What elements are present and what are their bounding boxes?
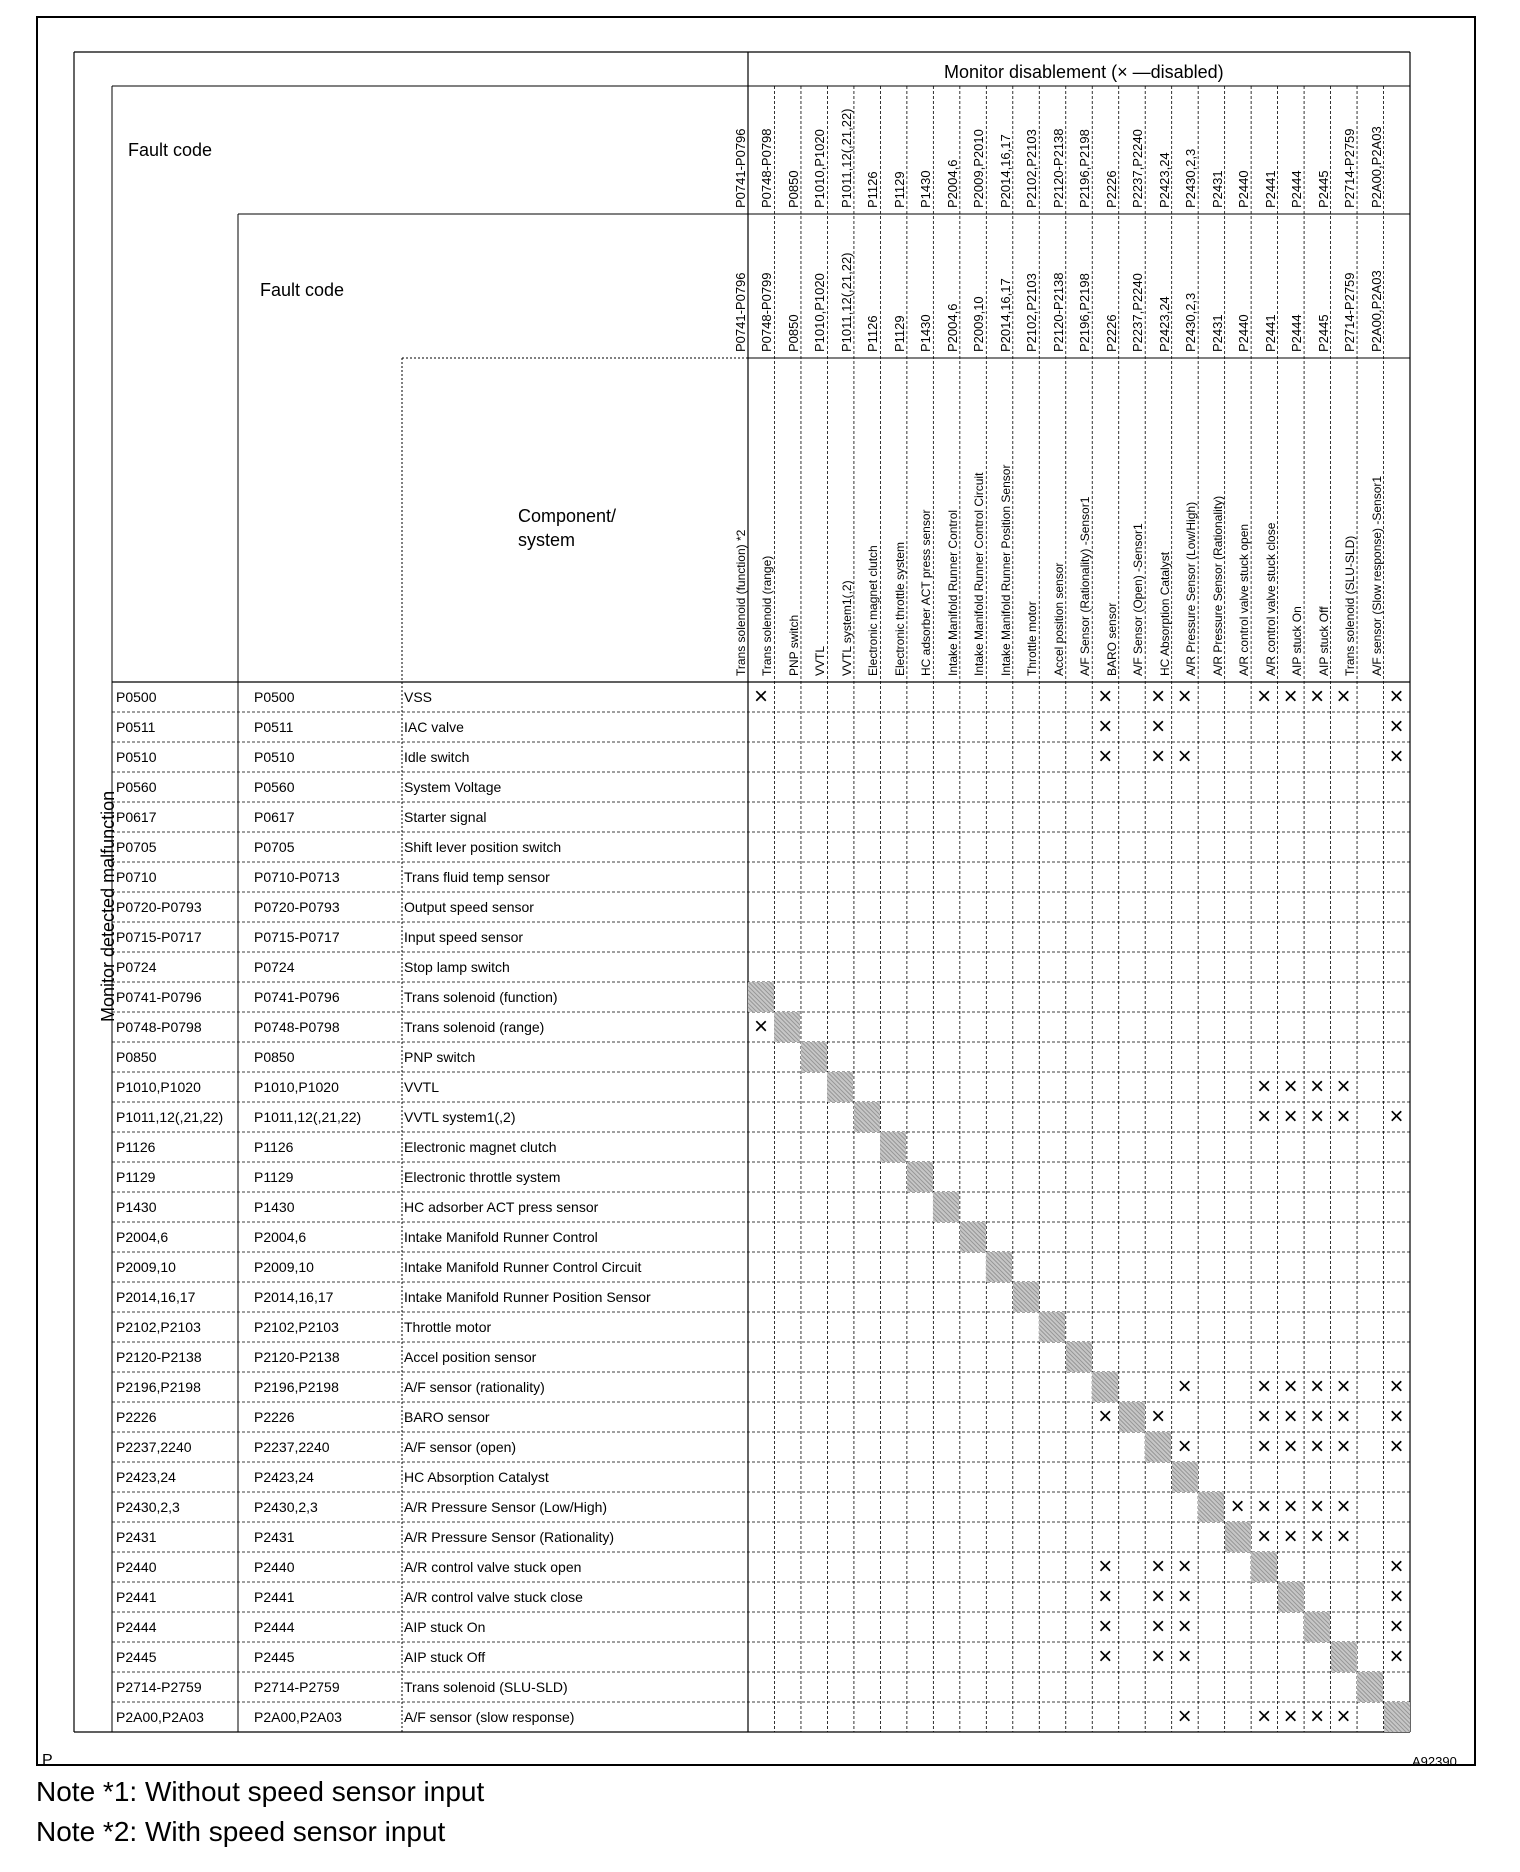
- column-code-top: P2430,2,3: [1183, 148, 1199, 208]
- column-component-label: A/F Sensor (Rationality) -Sensor1: [1078, 496, 1093, 676]
- row-component: Intake Manifold Runner Position Sensor: [404, 1289, 651, 1305]
- column-code-mid: P2440: [1236, 314, 1252, 352]
- disabled-mark: ×: [1310, 1703, 1325, 1730]
- column-code-top: P2445: [1315, 170, 1331, 208]
- self-cell-shade: [1092, 1372, 1118, 1402]
- disabled-mark: ×: [1283, 1403, 1298, 1430]
- disabled-mark: ×: [1310, 1433, 1325, 1460]
- row-fault-code: P2440: [254, 1559, 295, 1575]
- column-component-label: VVTL: [813, 645, 828, 676]
- disabled-mark: ×: [1257, 1373, 1272, 1400]
- row-fault-code: P1129: [254, 1169, 294, 1185]
- column-component-label: A/R Pressure Sensor (Low/High): [1184, 501, 1199, 676]
- disabled-mark: ×: [1336, 1523, 1351, 1550]
- row-code: P2237,2240: [116, 1439, 192, 1455]
- row-fault-code: P0748-P0798: [254, 1019, 340, 1035]
- column-code-top: P0741-P0796: [733, 128, 748, 208]
- row-component: Shift lever position switch: [404, 839, 562, 855]
- row-code: P1129: [116, 1169, 156, 1185]
- column-component-label: A/R Pressure Sensor (Rationality): [1210, 495, 1225, 676]
- self-cell-shade: [801, 1042, 827, 1072]
- column-code-top: P1129: [891, 171, 907, 208]
- self-cell-shade: [986, 1252, 1012, 1282]
- row-code: P2444: [116, 1619, 157, 1635]
- row-component: Electronic throttle system: [404, 1169, 561, 1185]
- column-code-mid: P2444: [1289, 314, 1305, 352]
- row-code: P2226: [116, 1409, 157, 1425]
- column-component-label: A/R control valve stuck open: [1237, 523, 1252, 676]
- self-cell-shade: [960, 1222, 986, 1252]
- row-code: P2423,24: [116, 1469, 176, 1485]
- disabled-mark: ×: [1177, 1553, 1192, 1580]
- column-code-top: P2009,P2010: [971, 129, 987, 208]
- row-component: IAC valve: [404, 719, 464, 735]
- disabled-mark: ×: [1257, 683, 1272, 710]
- row-fault-code: P1126: [254, 1139, 294, 1155]
- disabled-mark: ×: [1151, 713, 1166, 740]
- disabled-mark: ×: [1151, 1613, 1166, 1640]
- row-fault-code: P0741-P0796: [254, 989, 340, 1005]
- disabled-mark: ×: [1230, 1493, 1245, 1520]
- column-component-label: A/F Sensor (Open) -Sensor1: [1131, 523, 1146, 676]
- column-code-top: P2423,24: [1156, 152, 1172, 208]
- column-code-top: P2014,16,17: [997, 134, 1013, 208]
- self-cell-shade: [748, 982, 774, 1012]
- row-component: Idle switch: [404, 749, 470, 765]
- disabled-mark: ×: [1098, 743, 1113, 770]
- column-code-mid: P2423,24: [1156, 296, 1172, 352]
- disabled-mark: ×: [1257, 1433, 1272, 1460]
- column-component-label: Throttle motor: [1025, 601, 1040, 676]
- fault-code-header-mid: Fault code: [260, 280, 345, 300]
- row-code: P1126: [116, 1139, 156, 1155]
- component-header-line1: Component/: [518, 506, 617, 526]
- disabled-mark: ×: [1389, 1403, 1404, 1430]
- self-cell-shade: [933, 1192, 959, 1222]
- row-component: HC Absorption Catalyst: [404, 1469, 549, 1485]
- row-code: P2196,P2198: [116, 1379, 201, 1395]
- disabled-mark: ×: [1098, 713, 1113, 740]
- row-code: P2441: [116, 1589, 157, 1605]
- column-code-top: P1011,12(,21,22): [838, 108, 854, 208]
- column-code-top: P2226: [1103, 170, 1119, 208]
- disabled-mark: ×: [1098, 1553, 1113, 1580]
- row-fault-code: P2A00,P2A03: [254, 1709, 342, 1725]
- disabled-mark: ×: [1310, 1073, 1325, 1100]
- column-code-mid: P1010,P1020: [812, 273, 828, 352]
- row-component: Trans solenoid (SLU-SLD): [404, 1679, 568, 1695]
- column-component-label: Intake Manifold Runner Control Circuit: [972, 472, 987, 676]
- row-fault-code: P2445: [254, 1649, 295, 1665]
- row-code: P0741-P0796: [116, 989, 202, 1005]
- column-code-mid: P2004,6: [944, 303, 960, 352]
- row-code: P2014,16,17: [116, 1289, 196, 1305]
- row-code: P0850: [116, 1049, 157, 1065]
- column-component-label: HC Absorption Catalyst: [1157, 551, 1172, 676]
- disabled-mark: ×: [1098, 1583, 1113, 1610]
- disabled-mark: ×: [1310, 1373, 1325, 1400]
- row-fault-code: P0560: [254, 779, 295, 795]
- row-code: P0500: [116, 689, 157, 705]
- disabled-mark: ×: [1257, 1523, 1272, 1550]
- row-component: HC adsorber ACT press sensor: [404, 1199, 599, 1215]
- disabled-mark: ×: [1389, 1373, 1404, 1400]
- disabled-mark: ×: [1310, 1493, 1325, 1520]
- row-component: Trans fluid temp sensor: [404, 869, 550, 885]
- row-fault-code: P0511: [254, 719, 294, 735]
- disabled-mark: ×: [1283, 1073, 1298, 1100]
- row-component: AIP stuck On: [404, 1619, 486, 1635]
- disabled-mark: ×: [1177, 1613, 1192, 1640]
- row-fault-code: P2714-P2759: [254, 1679, 340, 1695]
- self-cell-shade: [827, 1072, 853, 1102]
- column-code-top: P2004,6: [944, 159, 960, 208]
- column-code-mid: P0748-P0799: [759, 272, 775, 352]
- row-fault-code: P2431: [254, 1529, 295, 1545]
- self-cell-shade: [1251, 1552, 1277, 1582]
- disabled-mark: ×: [1177, 1643, 1192, 1670]
- self-cell-shade: [1278, 1582, 1304, 1612]
- self-cell-shade: [774, 1012, 800, 1042]
- column-component-label: VVTL system1(,2): [839, 580, 854, 676]
- disabled-mark: ×: [1151, 1403, 1166, 1430]
- row-code: P2440: [116, 1559, 157, 1575]
- disabled-mark: ×: [1389, 1583, 1404, 1610]
- row-component: Electronic magnet clutch: [404, 1139, 557, 1155]
- column-code-mid: P2226: [1103, 314, 1119, 352]
- self-cell-shade: [854, 1102, 880, 1132]
- column-code-mid: P2102,P2103: [1024, 273, 1040, 352]
- row-component: Accel position sensor: [404, 1349, 537, 1365]
- disabled-mark: ×: [1098, 1643, 1113, 1670]
- self-cell-shade: [880, 1132, 906, 1162]
- disabled-mark: ×: [1257, 1493, 1272, 1520]
- row-code: P0715-P0717: [116, 929, 202, 945]
- disabled-mark: ×: [1283, 1103, 1298, 1130]
- self-cell-shade: [1304, 1612, 1330, 1642]
- disabled-mark: ×: [1151, 683, 1166, 710]
- column-code-top: P2102,P2103: [1024, 129, 1040, 208]
- row-fault-code: P2009,10: [254, 1259, 314, 1275]
- row-component: VVTL system1(,2): [404, 1109, 516, 1125]
- row-code: P0560: [116, 779, 157, 795]
- row-code: P2A00,P2A03: [116, 1709, 204, 1725]
- disabled-mark: ×: [1336, 683, 1351, 710]
- self-cell-shade: [1172, 1462, 1198, 1492]
- note-1: Note *1: Without speed sensor input: [36, 1776, 485, 1807]
- column-component-label: Trans solenoid (SLU-SLD): [1343, 535, 1358, 676]
- row-fault-code: P2441: [254, 1589, 295, 1605]
- column-component-label: A/R control valve stuck close: [1263, 522, 1278, 676]
- column-code-top: P0748-P0798: [759, 128, 775, 208]
- column-component-label: Intake Manifold Runner Control: [945, 509, 960, 676]
- column-code-mid: P1011,12(,21,22): [838, 252, 854, 352]
- row-fault-code: P1430: [254, 1199, 295, 1215]
- column-code-top: P2196,P2198: [1077, 129, 1093, 208]
- row-component: Starter signal: [404, 809, 487, 825]
- row-component: A/R control valve stuck close: [404, 1589, 583, 1605]
- row-fault-code: P2423,24: [254, 1469, 314, 1485]
- disabled-mark: ×: [1283, 1703, 1298, 1730]
- disabled-mark: ×: [1336, 1493, 1351, 1520]
- row-code: P2004,6: [116, 1229, 169, 1245]
- row-code: P1430: [116, 1199, 157, 1215]
- disabled-mark: ×: [1177, 1373, 1192, 1400]
- row-component: A/R Pressure Sensor (Low/High): [404, 1499, 608, 1515]
- row-fault-code: P2430,2,3: [254, 1499, 318, 1515]
- column-code-top: P2237,P2240: [1130, 129, 1146, 208]
- row-component: Stop lamp switch: [404, 959, 510, 975]
- disabled-mark: ×: [1177, 1583, 1192, 1610]
- disabled-mark: ×: [1389, 1553, 1404, 1580]
- row-fault-code: P0617: [254, 809, 295, 825]
- disabled-mark: ×: [1336, 1373, 1351, 1400]
- column-code-top: P2440: [1236, 170, 1252, 208]
- column-code-mid: P0850: [785, 314, 801, 352]
- note-2: Note *2: With speed sensor input: [36, 1816, 446, 1847]
- disabled-mark: ×: [1177, 1703, 1192, 1730]
- disabled-mark: ×: [1336, 1073, 1351, 1100]
- self-cell-shade: [1331, 1642, 1357, 1672]
- disabled-mark: ×: [1336, 1403, 1351, 1430]
- self-cell-shade: [1384, 1702, 1410, 1732]
- disabled-mark: ×: [1310, 683, 1325, 710]
- column-code-top: P2714-P2759: [1342, 128, 1358, 208]
- row-component: A/F sensor (rationality): [404, 1379, 545, 1395]
- column-code-mid: P1129: [891, 315, 907, 352]
- self-cell-shade: [1039, 1312, 1065, 1342]
- disabled-mark: ×: [1151, 743, 1166, 770]
- row-code: P0617: [116, 809, 157, 825]
- row-code: P2445: [116, 1649, 157, 1665]
- row-component: Trans solenoid (range): [404, 1019, 545, 1035]
- disabled-mark: ×: [1336, 1103, 1351, 1130]
- column-code-mid: P2445: [1315, 314, 1331, 352]
- column-code-mid: P2120-P2138: [1050, 272, 1066, 352]
- row-code: P1011,12(,21,22): [116, 1109, 224, 1125]
- row-component: A/R Pressure Sensor (Rationality): [404, 1529, 615, 1545]
- column-code-top: P2120-P2138: [1050, 128, 1066, 208]
- column-component-label: AIP stuck On: [1290, 606, 1305, 676]
- monitor-detected-side-label: Monitor detected malfunction: [98, 790, 118, 1022]
- row-component: Throttle motor: [404, 1319, 492, 1335]
- disabled-mark: ×: [1283, 1523, 1298, 1550]
- disabled-mark: ×: [1257, 1103, 1272, 1130]
- row-component: BARO sensor: [404, 1409, 490, 1425]
- self-cell-shade: [1145, 1432, 1171, 1462]
- row-fault-code: P0705: [254, 839, 295, 855]
- row-code: P2102,P2103: [116, 1319, 201, 1335]
- disabled-mark: ×: [1389, 1613, 1404, 1640]
- row-component: Input speed sensor: [404, 929, 524, 945]
- disabled-mark: ×: [1336, 1433, 1351, 1460]
- column-code-mid: P2014,16,17: [997, 278, 1013, 352]
- row-component: Intake Manifold Runner Control: [404, 1229, 598, 1245]
- column-code-top: P0850: [785, 170, 801, 208]
- column-code-mid: P2431: [1209, 314, 1225, 352]
- row-fault-code: P2014,16,17: [254, 1289, 334, 1305]
- column-component-label: BARO sensor: [1104, 602, 1119, 676]
- row-component: Trans solenoid (function): [404, 989, 558, 1005]
- row-code: P0748-P0798: [116, 1019, 202, 1035]
- disabled-mark: ×: [1389, 683, 1404, 710]
- column-code-top: P1126: [865, 171, 881, 208]
- disabled-mark: ×: [1151, 1643, 1166, 1670]
- self-cell-shade: [1066, 1342, 1092, 1372]
- self-cell-shade: [1198, 1492, 1224, 1522]
- disabled-mark: ×: [1389, 1433, 1404, 1460]
- disabled-mark: ×: [1257, 1073, 1272, 1100]
- fault-code-header-top: Fault code: [128, 140, 213, 160]
- column-code-mid: P1430: [918, 314, 934, 352]
- row-code: P0710: [116, 869, 157, 885]
- row-code: P1010,P1020: [116, 1079, 201, 1095]
- row-fault-code: P0710-P0713: [254, 869, 340, 885]
- disabled-mark: ×: [1389, 1103, 1404, 1130]
- column-code-mid: P1126: [865, 315, 881, 352]
- row-code: P0724: [116, 959, 157, 975]
- column-component-label: A/F sensor (Slow response) -Sensor1: [1369, 475, 1384, 676]
- row-fault-code: P2226: [254, 1409, 295, 1425]
- row-fault-code: P2004,6: [254, 1229, 307, 1245]
- row-fault-code: P1010,P1020: [254, 1079, 339, 1095]
- row-fault-code: P0500: [254, 689, 295, 705]
- disabled-mark: ×: [1177, 1433, 1192, 1460]
- self-cell-shade: [1013, 1282, 1039, 1312]
- column-code-mid: P2430,2,3: [1183, 292, 1199, 352]
- disabled-mark: ×: [753, 1013, 768, 1040]
- disabled-mark: ×: [1336, 1703, 1351, 1730]
- column-code-mid: P2A00,P2A03: [1368, 270, 1384, 352]
- row-component: Output speed sensor: [404, 899, 534, 915]
- row-fault-code: P2237,2240: [254, 1439, 330, 1455]
- row-code: P2431: [116, 1529, 157, 1545]
- disabled-mark: ×: [1283, 1493, 1298, 1520]
- disabled-mark: ×: [1177, 683, 1192, 710]
- row-component: PNP switch: [404, 1049, 476, 1065]
- self-cell-shade: [1357, 1672, 1383, 1702]
- column-component-label: Trans solenoid (range): [760, 555, 775, 676]
- row-component: A/F sensor (slow response): [404, 1709, 575, 1725]
- disabled-mark: ×: [1257, 1403, 1272, 1430]
- column-code-top: P2441: [1262, 170, 1278, 208]
- row-component: VSS: [404, 689, 433, 705]
- column-code-mid: P2237,P2240: [1130, 273, 1146, 352]
- column-code-top: P2431: [1209, 170, 1225, 208]
- column-code-top: P1010,P1020: [812, 129, 828, 208]
- row-fault-code: P1011,12(,21,22): [254, 1109, 362, 1125]
- column-code-mid: P2009,10: [971, 296, 987, 352]
- monitor-disablement-title: Monitor disablement (× —disabled): [944, 62, 1224, 82]
- column-component-label: Electronic throttle system: [892, 541, 907, 676]
- column-code-mid: P2714-P2759: [1342, 272, 1358, 352]
- column-component-label: AIP stuck Off: [1316, 606, 1331, 676]
- self-cell-shade: [1225, 1522, 1251, 1552]
- figure-id: A92390: [1412, 1754, 1457, 1769]
- row-component: AIP stuck Off: [404, 1649, 486, 1665]
- row-component: System Voltage: [404, 779, 502, 795]
- row-code: P2714-P2759: [116, 1679, 202, 1695]
- self-cell-shade: [907, 1162, 933, 1192]
- row-code: P2430,2,3: [116, 1499, 180, 1515]
- column-code-top: P2A00,P2A03: [1368, 126, 1384, 208]
- column-code-top: P1430: [918, 170, 934, 208]
- column-component-label: Trans solenoid (function) *2: [734, 529, 748, 676]
- row-component: A/R control valve stuck open: [404, 1559, 582, 1575]
- row-code: P0511: [116, 719, 156, 735]
- disabled-mark: ×: [1151, 1553, 1166, 1580]
- column-component-label: PNP switch: [786, 614, 801, 676]
- disabled-mark: ×: [1389, 1643, 1404, 1670]
- row-component: Intake Manifold Runner Control Circuit: [404, 1259, 642, 1275]
- disabled-mark: ×: [1389, 743, 1404, 770]
- disabled-mark: ×: [1098, 683, 1113, 710]
- column-component-label: Electronic magnet clutch: [866, 545, 881, 676]
- row-code: P2120-P2138: [116, 1349, 202, 1365]
- disabled-mark: ×: [1257, 1703, 1272, 1730]
- row-component: A/F sensor (open): [404, 1439, 517, 1455]
- row-fault-code: P0724: [254, 959, 295, 975]
- self-cell-shade: [1119, 1402, 1145, 1432]
- row-component: VVTL: [404, 1079, 440, 1095]
- column-component-label: Intake Manifold Runner Position Sensor: [998, 464, 1013, 676]
- row-fault-code: P0715-P0717: [254, 929, 340, 945]
- disabled-mark: ×: [1310, 1523, 1325, 1550]
- disabled-mark: ×: [1098, 1403, 1113, 1430]
- column-code-top: P2444: [1289, 170, 1305, 208]
- disabled-mark: ×: [753, 683, 768, 710]
- component-header-line2: system: [518, 530, 576, 550]
- disabled-mark: ×: [1283, 683, 1298, 710]
- disabled-mark: ×: [1389, 713, 1404, 740]
- row-code: P2009,10: [116, 1259, 176, 1275]
- disabled-mark: ×: [1283, 1373, 1298, 1400]
- disabled-mark: ×: [1310, 1403, 1325, 1430]
- column-code-mid: P2441: [1262, 314, 1278, 352]
- row-fault-code: P2102,P2103: [254, 1319, 339, 1335]
- disabled-mark: ×: [1310, 1103, 1325, 1130]
- column-component-label: HC adsorber ACT press sensor: [919, 509, 934, 676]
- row-code: P0720-P0793: [116, 899, 202, 915]
- column-component-label: Accel position sensor: [1051, 562, 1066, 676]
- disabled-mark: ×: [1151, 1583, 1166, 1610]
- row-fault-code: P2444: [254, 1619, 295, 1635]
- disabled-mark: ×: [1283, 1433, 1298, 1460]
- row-fault-code: P2120-P2138: [254, 1349, 340, 1365]
- row-fault-code: P0850: [254, 1049, 295, 1065]
- row-fault-code: P0510: [254, 749, 295, 765]
- row-fault-code: P2196,P2198: [254, 1379, 339, 1395]
- disabled-mark: ×: [1098, 1613, 1113, 1640]
- page-letter: P: [42, 1752, 53, 1769]
- row-fault-code: P0720-P0793: [254, 899, 340, 915]
- row-code: P0510: [116, 749, 157, 765]
- row-code: P0705: [116, 839, 157, 855]
- disabled-mark: ×: [1177, 743, 1192, 770]
- column-code-mid: P0741-P0796: [733, 272, 748, 352]
- column-code-mid: P2196,P2198: [1077, 273, 1093, 352]
